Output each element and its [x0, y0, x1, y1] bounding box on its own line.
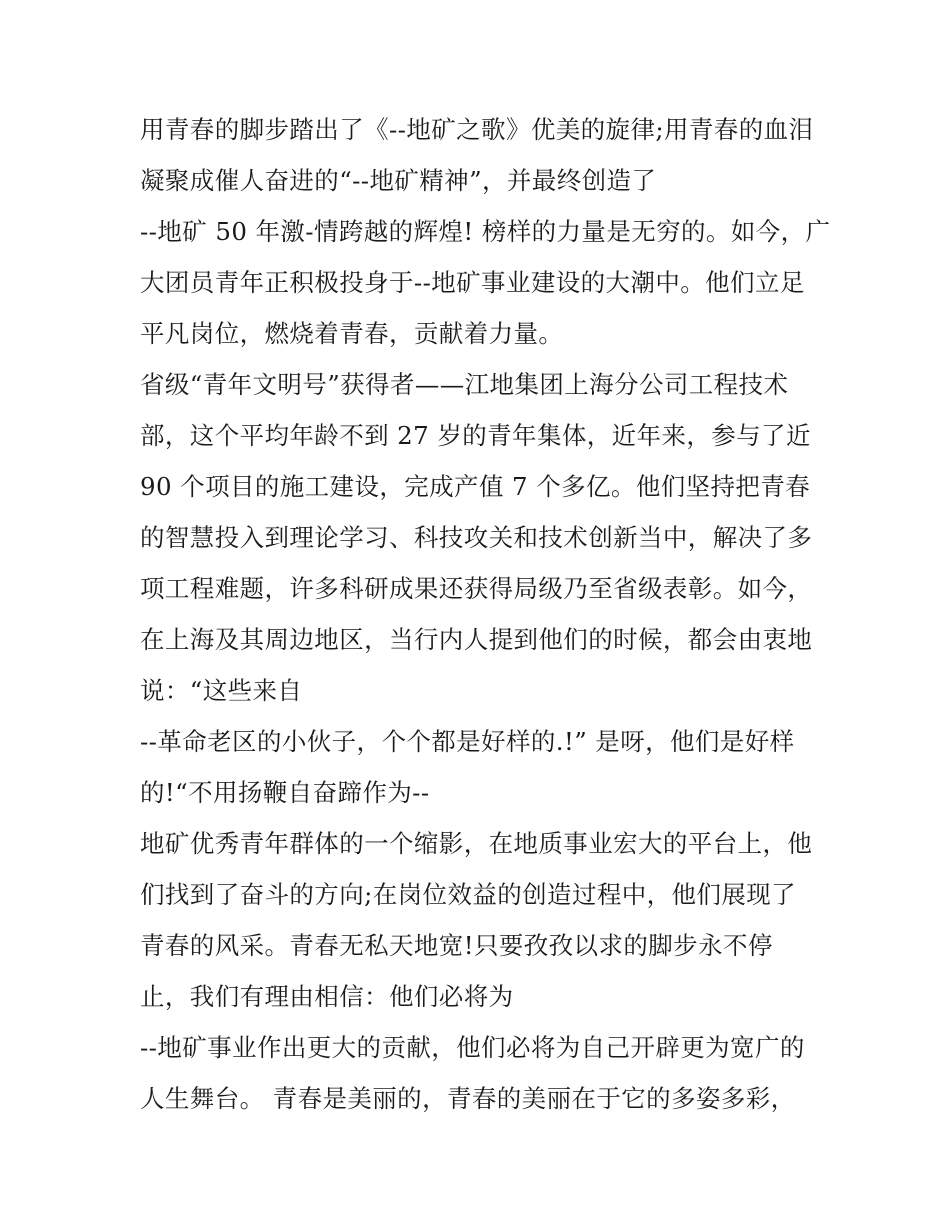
text-line: 省级“青年文明号”获得者——江地集团上海分公司工程技术: [140, 370, 789, 399]
text-line: 部，这个平均年龄不到 27 岁的青年集体，近年来，参与了近: [140, 421, 811, 450]
text-line: 平凡岗位，燃烧着青春，贡献着力量。: [140, 319, 564, 348]
text-line: 的智慧投入到理论学习、科技攻关和技术创新当中，解决了多: [140, 523, 813, 552]
text-line: 说：“这些来自: [140, 676, 303, 705]
text-line: 的!“不用扬鞭自奋蹄作为--: [140, 778, 430, 807]
text-line: 们找到了奋斗的方向;在岗位效益的创造过程中，他们展现了: [140, 880, 797, 909]
text-line: 大团员青年正积极投身于--地矿事业建设的大潮中。他们立足: [140, 268, 805, 297]
text-line: 用青春的脚步踏出了《--地矿之歌》优美的旋律;用青春的血泪: [140, 115, 814, 144]
text-line: 地矿优秀青年群体的一个缩影，在地质事业宏大的平台上，他: [140, 829, 813, 858]
text-line: 人生舞台。 青春是美丽的，青春的美丽在于它的多姿多彩，: [140, 1084, 796, 1113]
text-line: 项工程难题，许多科研成果还获得局级乃至省级表彰。如今，: [140, 574, 813, 603]
text-line: --地矿事业作出更大的贡献，他们必将为自己开辟更为宽广的: [140, 1033, 805, 1062]
text-line: --革命老区的小伙子，个个都是好样的.!” 是呀，他们是好样: [140, 727, 795, 756]
body-text: [140, 104, 830, 1124]
text-line: 在上海及其周边地区，当行内人提到他们的时候，都会由衷地: [140, 625, 813, 654]
text-line: 90 个项目的施工建设，完成产值 7 个多亿。他们坚持把青春: [140, 472, 811, 501]
text-line: 青春的风采。青春无私天地宽!只要孜孜以求的脚步永不停: [140, 931, 773, 960]
text-line: --地矿 50 年激-情跨越的辉煌! 榜样的力量是无穷的。如今，广: [140, 217, 831, 246]
text-line: 凝聚成催人奋进的“--地矿精神”，并最终创造了: [140, 166, 657, 195]
text-line: 止，我们有理由相信：他们必将为: [140, 982, 514, 1011]
